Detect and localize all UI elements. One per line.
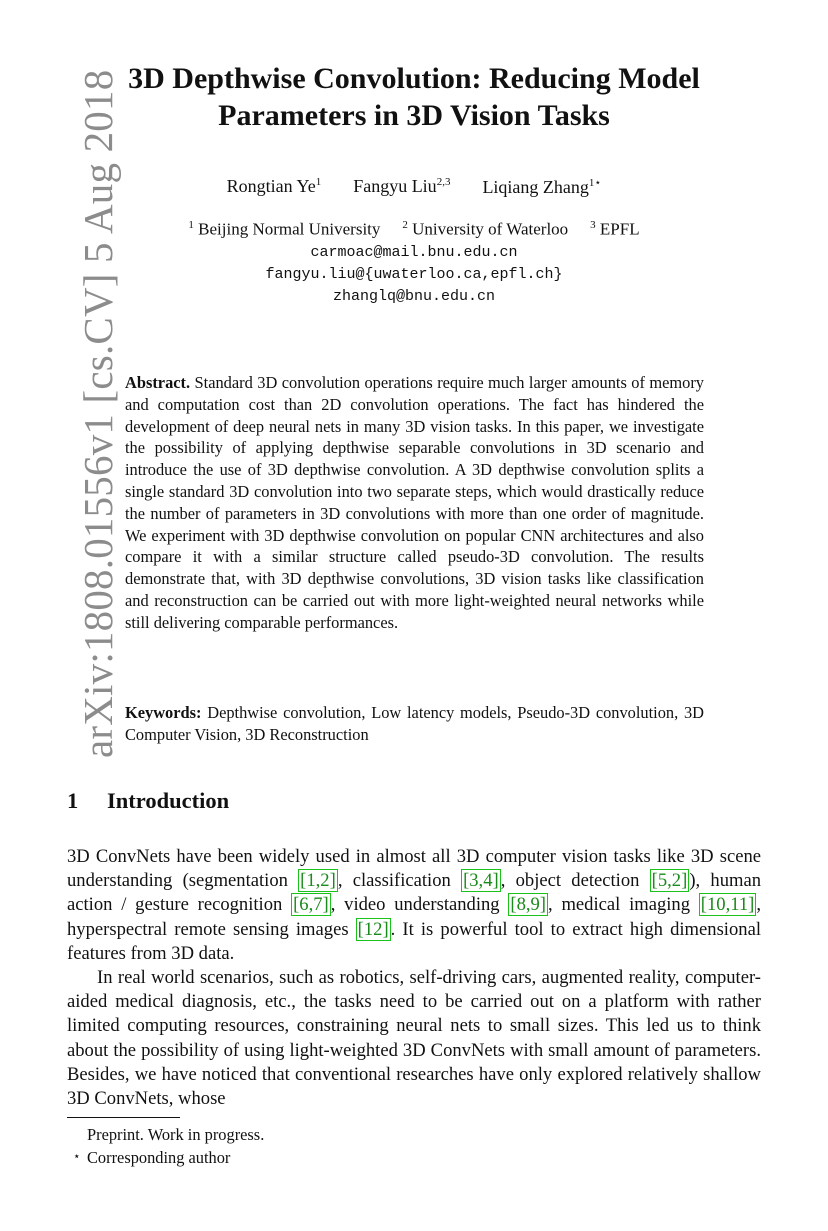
keywords-label: Keywords: bbox=[125, 703, 202, 722]
citation-link[interactable]: [5,2] bbox=[651, 870, 688, 892]
author-list bbox=[80, 176, 748, 198]
citation-link[interactable]: [3,4] bbox=[463, 870, 499, 892]
author: Fangyu Liu$^{2,3}$ bbox=[353, 176, 451, 196]
paragraph: 3D ConvNets have been widely used in almost all 3D computer vision tasks like 3D scene understanding (segmentation [1,2] , classification [3,4] , object detection [5,2] ), human action / gesture recognition [6,7] , video understanding [8,9] , medical imaging [10,11] , hyperspectral remote sensing images [12] . It is powerful tool to extract high dimensional features from 3D data. bbox=[67, 846, 762, 964]
section-heading bbox=[67, 788, 229, 814]
abstract-label: Abstract. bbox=[125, 373, 191, 392]
email: fangyu.liu@{uwaterloo.ca,epfl.ch} bbox=[265, 266, 563, 283]
author: Rongtian Ye$^1$ bbox=[226, 176, 322, 196]
abstract-text: Standard 3D convolution operations require much larger amounts of memory and computation cost than 2D convolution operations. The fact has hindered the development of deep neural nets in many 3D vision tasks. In this paper, we investigate the possibility of applying depthwise separable convolutions in 3D scenario and introduce the use of 3D depthwise convolution. A 3D depthwise convolution splits a single standard 3D convolution into two separate steps, which would drastically reduce the number of parameters in 3D convolutions with more than one order of magnitude. We experiment with 3D depthwise convolution on popular CNN architectures and also compare it with a similar structure called pseudo-3D convolution. The results demonstrate that, with 3D depthwise convolutions, 3D vision tasks like classification and reconstruction can be carried out with more light-weighted neural networks while still delivering comparable performances. bbox=[125, 373, 704, 632]
email: zhanglq@bnu.edu.cn bbox=[332, 288, 496, 305]
section-title: Introduction bbox=[107, 788, 230, 813]
paragraph: In real world scenarios, such as robotics, self-driving cars, augmented reality, computer-aided medical diagnosis, etc., the tasks need to be carried out on a platform with rather limited computing resources, constraining neural nets to small sizes. This led us to think about the possibility of using light-weighted 3D ConvNets with small amount of parameters. Besides, we have noticed that conventional researches have only explored relatively shallow 3D ConvNets, whose bbox=[67, 967, 761, 1110]
paper-title bbox=[80, 60, 748, 134]
affiliation: $^2$ University of Waterloo bbox=[402, 219, 569, 239]
keywords-text: Depthwise convolution, Low latency models, Pseudo-3D convolution, 3D Computer Vision, 3D Reconstruction bbox=[125, 703, 704, 744]
citation-link[interactable]: [10,11] bbox=[700, 894, 755, 916]
section-number: 1 bbox=[67, 788, 79, 813]
footnote-divider bbox=[67, 1117, 180, 1118]
body-text bbox=[67, 845, 761, 1111]
citation-link[interactable]: [8,9] bbox=[510, 894, 547, 916]
citation-link[interactable]: [6,7] bbox=[293, 894, 329, 916]
author: Liqiang Zhang$^{1⋆}$ bbox=[482, 177, 602, 197]
affiliation-list bbox=[80, 219, 748, 240]
abstract bbox=[125, 372, 704, 634]
title-line-1: 3D Depthwise Convolution: Reducing Model bbox=[128, 62, 700, 95]
footnote: Preprint. Work in progress. bbox=[87, 1125, 265, 1144]
arxiv-identifier: arXiv:1808.01556v1 [cs.CV] 5 Aug 2018 bbox=[75, 69, 121, 758]
title-line-2: Parameters in 3D Vision Tasks bbox=[218, 99, 610, 132]
keywords bbox=[125, 702, 704, 746]
affiliation: $^1$ Beijing Normal University bbox=[188, 219, 381, 239]
email-list bbox=[80, 242, 748, 308]
email: carmoac@mail.bnu.edu.cn bbox=[310, 244, 518, 261]
affiliation: $^3$ EPFL bbox=[590, 219, 640, 239]
citation-link[interactable]: [1,2] bbox=[300, 870, 336, 892]
citation-link[interactable]: [12] bbox=[357, 918, 389, 940]
footnote: ⋆ Corresponding author bbox=[73, 1147, 231, 1167]
footnotes bbox=[67, 1124, 264, 1169]
